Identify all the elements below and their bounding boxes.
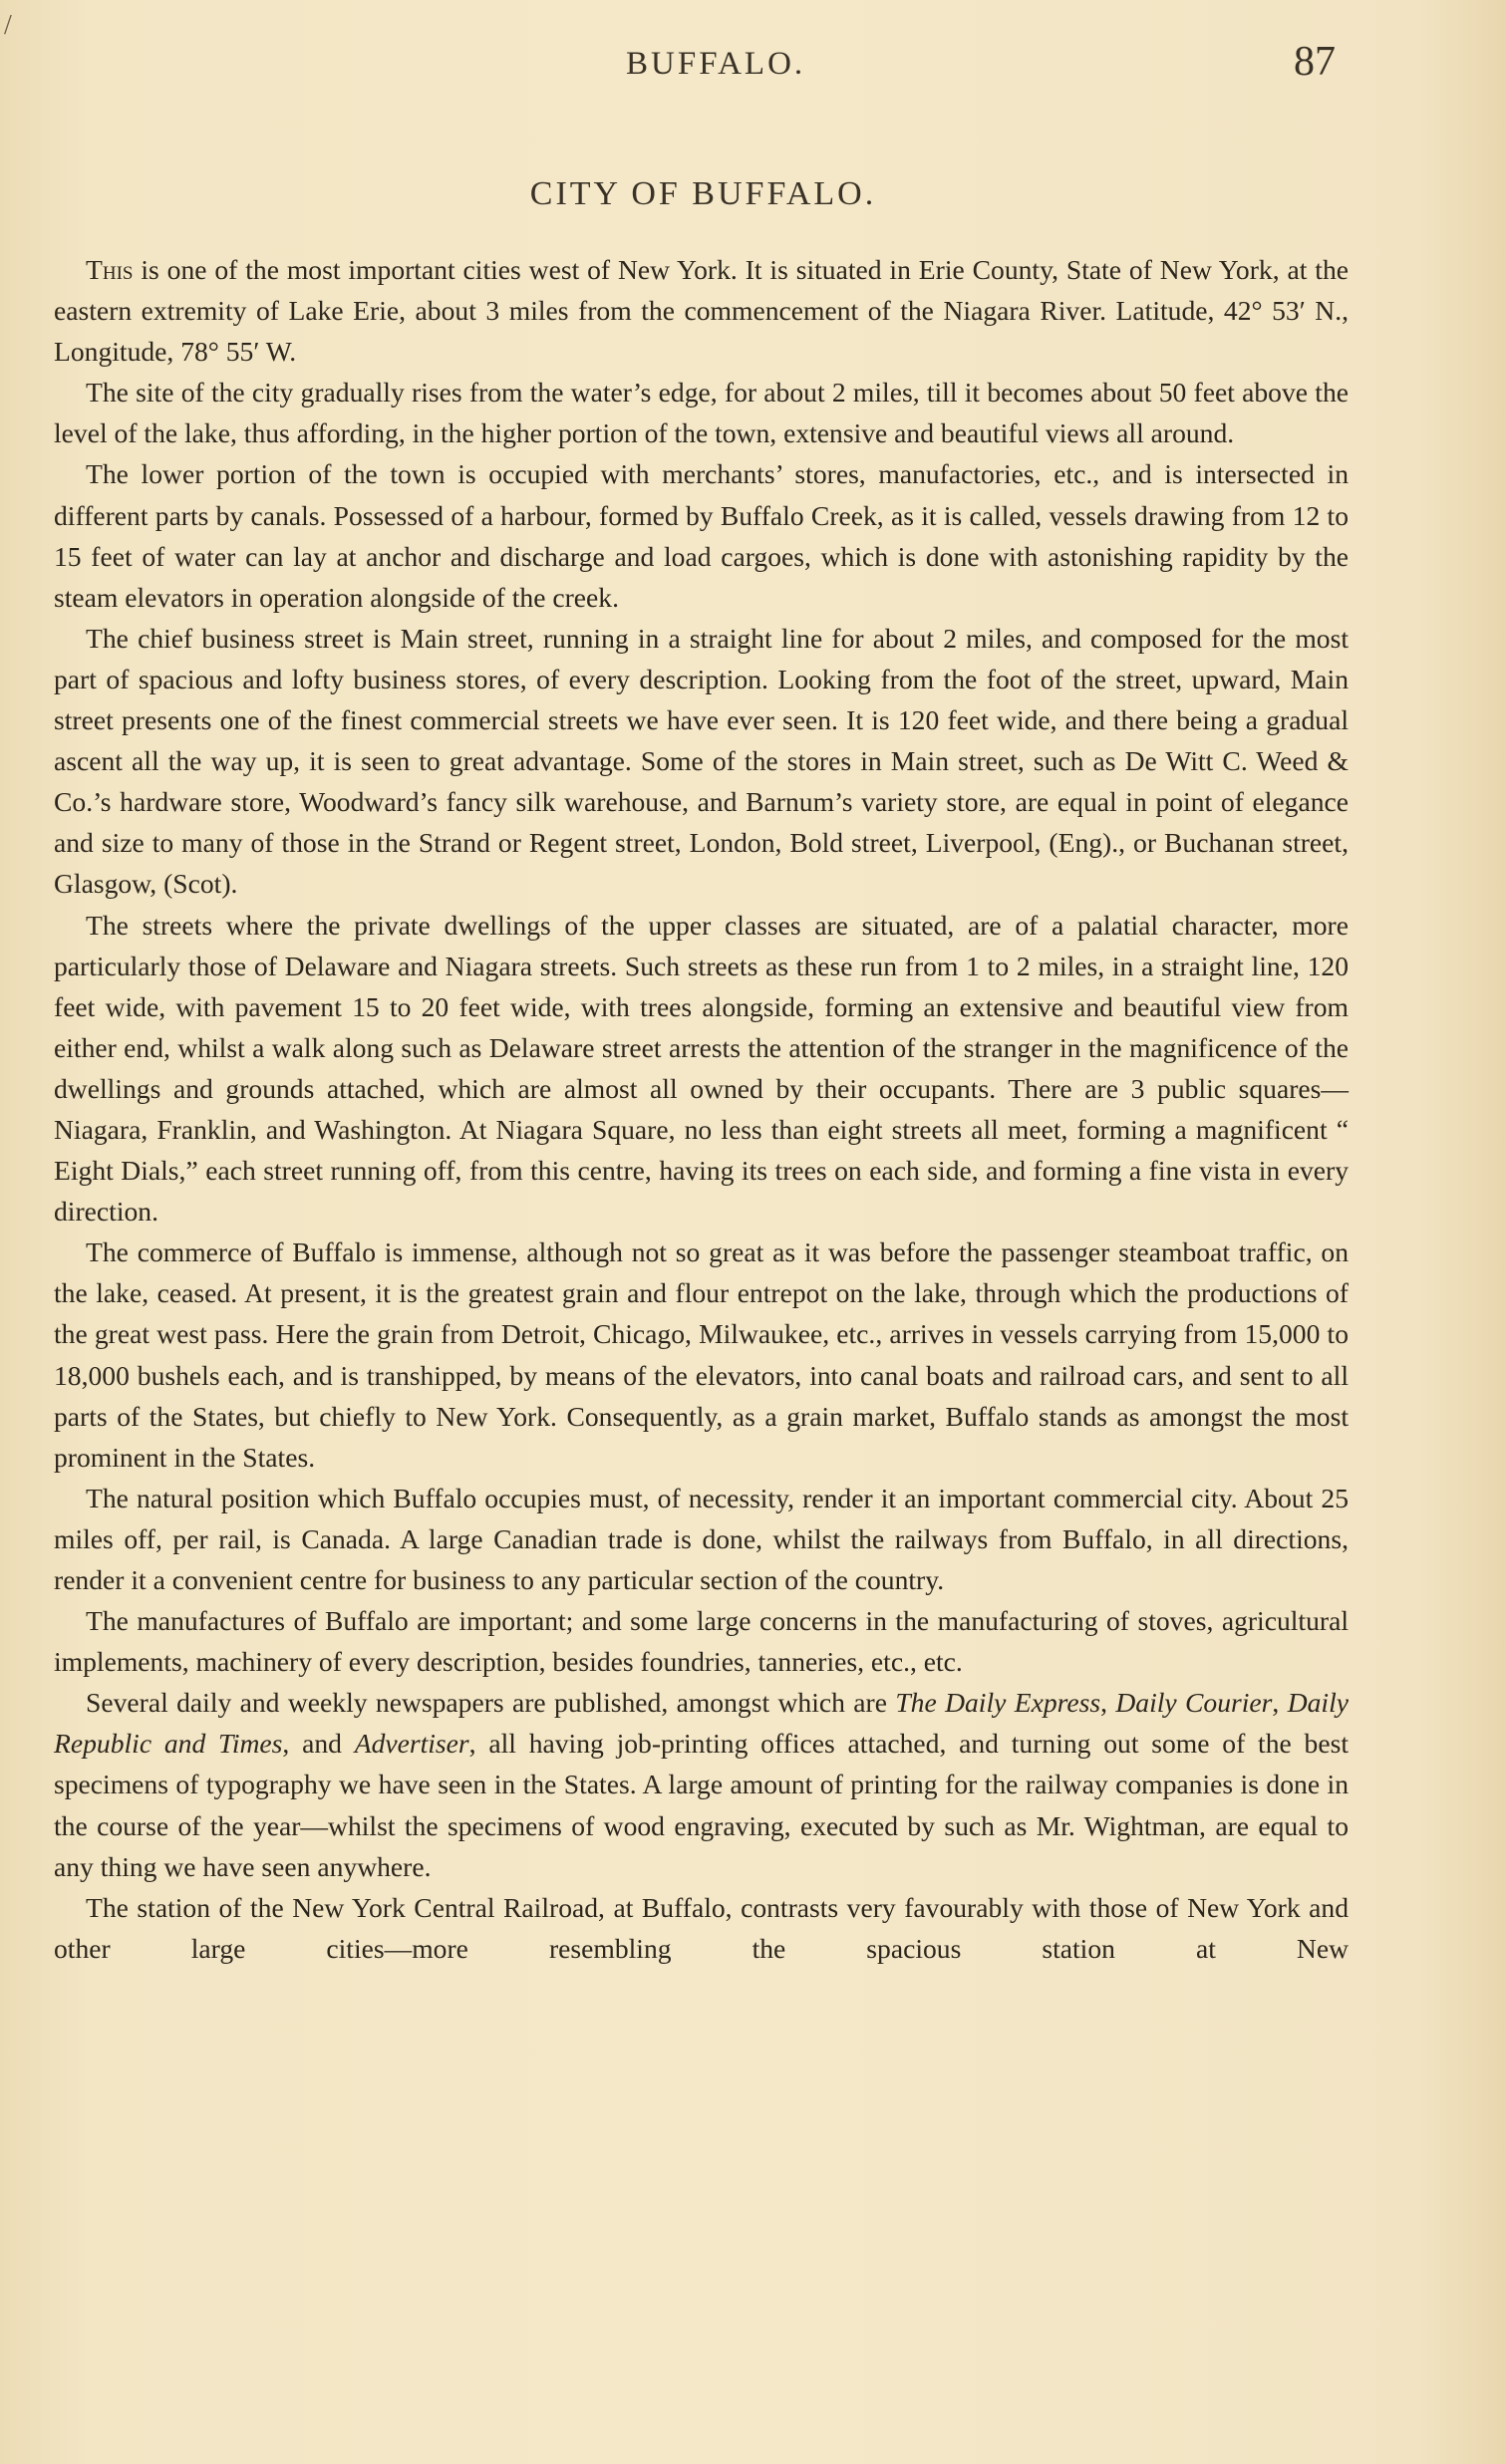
- paragraph-text: , all having job-printing offices attached, and turning out some of the best specimens of typography we have seen in the States. A large amount of printing for the railway companies is done in the course of the year—whilst the specimens of wood engraving, executed by such as Mr. Wightman, are equal to any thing we have seen anywhere.: [54, 1728, 1349, 1882]
- body-text: [54, 249, 1349, 1969]
- paragraph-newspapers: [54, 1682, 1349, 1886]
- separator: , and: [282, 1728, 355, 1760]
- newspaper-title: Daily Republic and Times: [54, 1687, 1349, 1760]
- paragraph-text: Several daily and weekly newspapers are published, amongst which are: [86, 1687, 896, 1719]
- paragraph-text: is one of the most important cities west of New York. It is situated in Erie County, State of New York, at the eastern extremity of Lake Erie, about 3 miles from the commencement of the Niagara River. Latitude, 42° 53′ N., Longitude, 78° 55′ W.: [54, 254, 1349, 368]
- paragraph-intro: [54, 249, 1349, 372]
- paragraph-lower-town: The lower portion of the town is occupied with merchants’ stores, manufactories, etc., and is intersected in different parts by canals. Possessed of a harbour, formed by Buffalo Creek, as it is called, vessels drawing from 12 to 15 feet of water can lay at anchor and discharge and load cargoes, which is done with astonishing rapidity by the steam elevators in operation alongside of the creek.: [54, 458, 1349, 613]
- paragraph-main-street: The chief business street is Main street, running in a straight line for about 2 miles, and composed for the most part of spacious and lofty business stores, of every description. Looking from the foot of the street, upward, Main street presents one of the finest commercial streets we have ever seen. It is 120 feet wide, and there being a gradual ascent all the way up, it is seen to great advantage. Some of the stores in Main street, such as De Witt C. Weed & Co.’s hardware store, Woodward’s fancy silk warehouse, and Barnum’s variety store, are equal in point of elegance and size to many of those in the Strand or Regent street, London, Bold street, Liverpool, (Eng)., or Buchanan street, Glasgow, (Scot).: [54, 622, 1349, 900]
- paragraph-manufactures: The manufactures of Buffalo are important; and some large concerns in the manufacturing of stoves, agricultural implements, machinery of every description, besides foundries, tanneries, etc., etc.: [54, 1605, 1349, 1678]
- page-number: 87: [1294, 39, 1336, 85]
- running-head: BUFFALO.: [626, 46, 806, 82]
- paragraph-residential-streets: The streets where the private dwellings of the upper classes are situated, are of a palatial character, more particularly those of Delaware and Niagara streets. Such streets as these run from 1 to 2 miles, in a straight line, 120 feet wide, with pavement 15 to 20 feet wide, with trees alongside, forming an extensive and beautiful view from either end, whilst a walk along such as Delaware street arrests the attention of the stranger in the magnificence of the dwellings and grounds attached, which are almost all owned by their occupants. There are 3 public squares—Niagara, Franklin, and Washington. At Niagara Square, no less than eight streets all meet, forming a magnificent “ Eight Dials,” each street running off, from this centre, having its trees on each side, and forming a fine vista in every direction.: [54, 909, 1349, 1228]
- paragraph-position: The natural position which Buffalo occupies must, of necessity, render it an important commercial city. About 25 miles off, per rail, is Canada. A large Canadian trade is done, whilst the railways from Buffalo, in all directions, render it a convenient centre for business to any particular section of the country.: [54, 1482, 1349, 1595]
- corner-mark: /: [4, 10, 12, 41]
- paragraph-site: The site of the city gradually rises from the water’s edge, for about 2 miles, till it becomes about 50 feet above the level of the lake, thus affording, in the higher portion of the town, extensive and beautiful views all around.: [54, 377, 1349, 449]
- newspaper-title: The Daily Express: [895, 1687, 1101, 1719]
- newspaper-title: Advertiser: [354, 1728, 469, 1760]
- paragraph-station: The station of the New York Central Railroad, at Buffalo, contrasts very favourably with those of New York and other large cities—more resembling the spacious station at New: [54, 1891, 1349, 1964]
- paragraph-lead-word: This: [86, 254, 134, 285]
- separator: ,: [1272, 1687, 1288, 1719]
- article-title: CITY OF BUFFALO.: [529, 175, 877, 212]
- separator: ,: [1100, 1687, 1116, 1719]
- newspaper-title: Daily Courier: [1115, 1687, 1273, 1719]
- paragraph-commerce: The commerce of Buffalo is immense, although not so great as it was before the passenger steamboat traffic, on the lake, ceased. At present, it is the greatest grain and flour entrepot on the lake, through which the productions of the great west pass. Here the grain from Detroit, Chicago, Milwaukee, etc., arrives in vessels carrying from 15,000 to 18,000 bushels each, and is transhipped, by means of the elevators, into canal boats and railroad cars, and sent to all parts of the States, but chiefly to New York. Consequently, as a grain market, Buffalo stands as amongst the most prominent in the States.: [54, 1236, 1349, 1473]
